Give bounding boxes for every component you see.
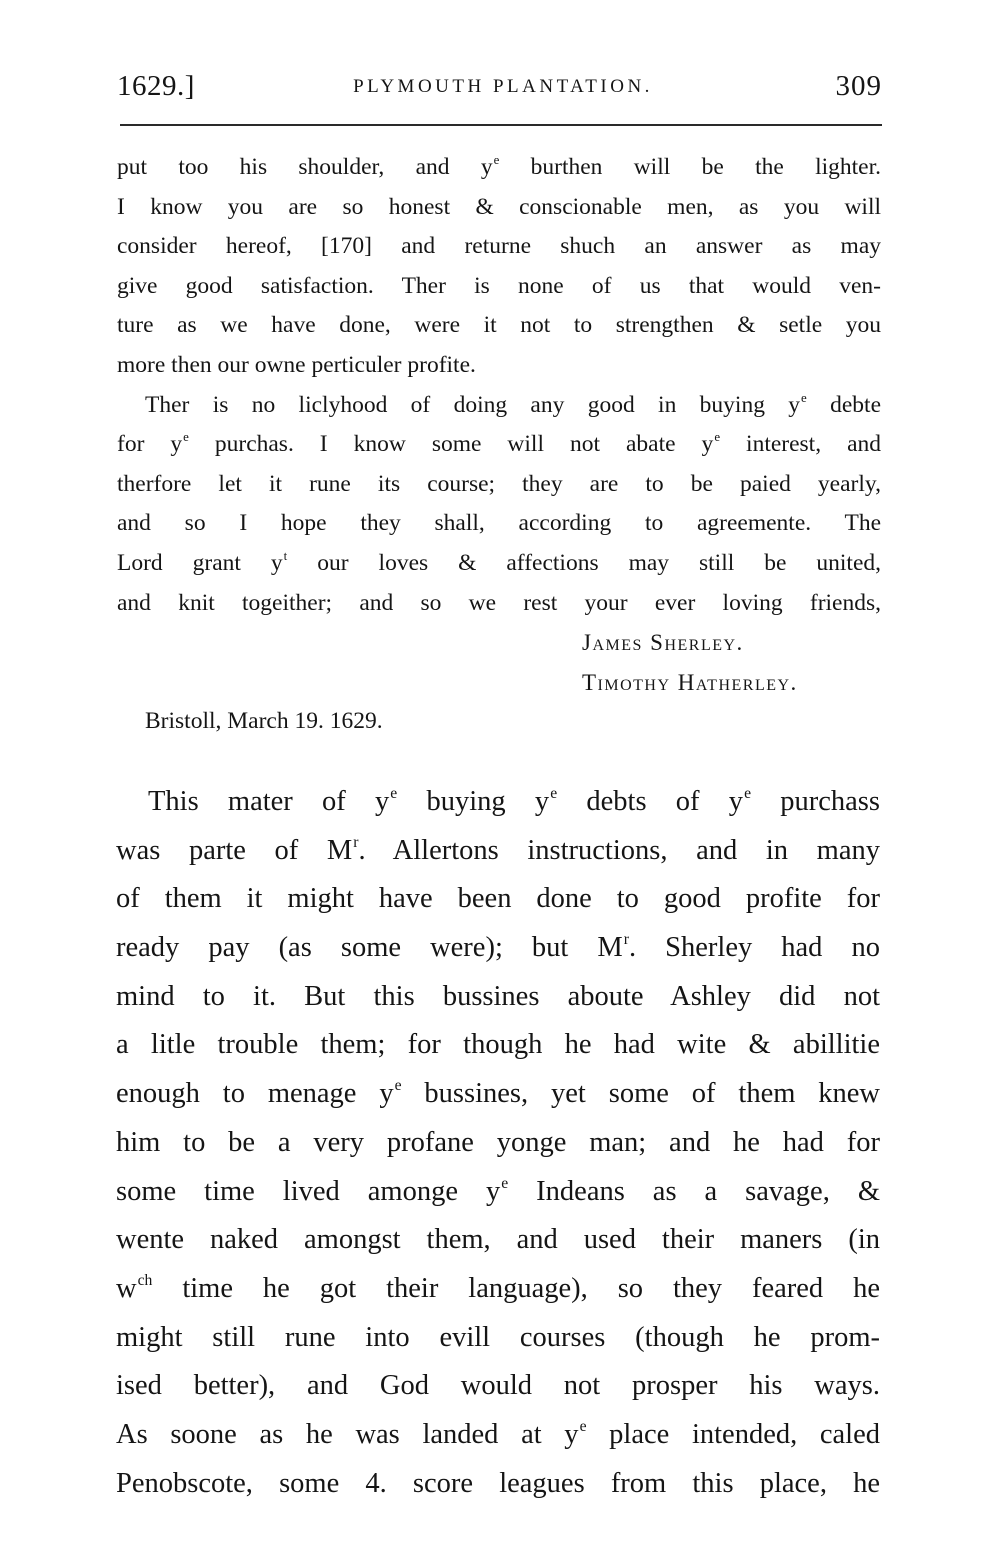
line-text: buying y <box>397 786 550 817</box>
narrative-body <box>116 778 880 1508</box>
text-line <box>117 346 881 386</box>
line-text: Ther is no liclyhood of doing any good in buying y <box>145 391 801 418</box>
line-text: consider hereof, [170] and returne shuch an answer as may <box>117 233 881 260</box>
superscript-abbreviation: r <box>623 931 629 949</box>
header-rule <box>120 124 882 126</box>
superscript-abbreviation: e <box>801 389 807 405</box>
line-text: . Sherley had no <box>628 932 880 964</box>
line-text: therfore let it rune its course; they are to be paied yearly, <box>117 470 881 497</box>
line-text: purchass <box>751 786 880 817</box>
line-text: w <box>116 1272 137 1304</box>
text-line <box>116 778 880 827</box>
text-line <box>117 386 881 426</box>
line-text: bussines, yet some of them knew <box>401 1078 881 1110</box>
header-title: PLYMOUTH PLANTATION. <box>353 76 653 97</box>
line-text: purchas. I know some will not abate y <box>188 431 714 458</box>
letter-paragraph-1 <box>117 148 881 386</box>
letter-place-date: Bristoll, March 19. 1629. <box>145 708 383 735</box>
superscript-abbreviation: e <box>550 785 558 803</box>
line-text: wente naked amongst them, and used their maners (in <box>116 1224 880 1256</box>
line-text: of them it might have been done to good profite for <box>116 883 880 915</box>
text-line <box>116 1265 880 1314</box>
line-text: interest, and <box>720 431 881 458</box>
line-text: a litle trouble them; for though he had wite & abillitie <box>116 1029 880 1061</box>
line-text: As soone as he was landed at y <box>116 1418 579 1450</box>
text-line <box>116 1216 880 1265</box>
line-text: I know you are so honest & conscionable men, as you will <box>117 193 881 220</box>
line-text: ture as we have done, were it not to strengthen & setle you <box>117 312 881 339</box>
line-text: Lord grant y <box>117 549 283 576</box>
line-text: ised better), and God would not prosper his ways. <box>116 1370 880 1402</box>
superscript-abbreviation: e <box>183 429 189 445</box>
line-text: and knit togeither; and so we rest your ever loving friends, <box>117 589 881 616</box>
running-header <box>0 68 1000 108</box>
line-text: ready pay (as some were); but M <box>116 932 623 964</box>
text-line <box>116 973 880 1022</box>
line-text: debts of y <box>557 786 744 817</box>
header-year: 1629.] <box>117 70 195 102</box>
superscript-abbreviation: e <box>714 429 721 445</box>
line-text: Indeans as a savage, & <box>508 1175 880 1207</box>
line-text: for y <box>117 431 183 458</box>
text-line <box>116 1362 880 1411</box>
line-text: enough to menage y <box>116 1078 394 1110</box>
signature-james-sherley: James Sherley. <box>582 630 744 656</box>
text-line <box>116 875 880 924</box>
superscript-abbreviation: e <box>501 1174 509 1192</box>
text-line <box>116 1070 880 1119</box>
text-line <box>117 148 881 188</box>
page-number: 309 <box>835 70 882 102</box>
letter-body <box>117 148 881 742</box>
superscript-abbreviation: r <box>353 833 359 851</box>
superscript-abbreviation: e <box>390 785 398 803</box>
line-text: might still rune into evill courses (though he prom- <box>116 1321 880 1353</box>
text-line <box>116 1314 880 1363</box>
superscript-abbreviation: e <box>744 785 752 803</box>
text-line <box>116 924 880 973</box>
line-text: This mater of y <box>148 786 390 817</box>
line-text: place intended, caled <box>586 1418 880 1450</box>
text-line <box>117 465 881 505</box>
superscript-abbreviation: ch <box>137 1272 153 1290</box>
superscript-abbreviation: t <box>283 548 288 564</box>
line-text: more then our owne perticuler profite. <box>117 351 476 378</box>
line-text: mind to it. But this bussines aboute Ashley did not <box>116 980 880 1012</box>
line-text: . Allertons instructions, and in many <box>358 834 880 866</box>
line-text: time he got their language), so they feared he <box>152 1272 880 1304</box>
signature-timothy-hatherley: Timothy Hatherley. <box>582 669 798 695</box>
text-line <box>117 306 881 346</box>
superscript-abbreviation: e <box>394 1077 402 1095</box>
text-line <box>117 425 881 465</box>
text-line <box>117 267 881 307</box>
line-text: him to be a very profane yonge man; and he had for <box>116 1126 880 1158</box>
letter-paragraph-2 <box>117 386 881 624</box>
text-line <box>116 1168 880 1217</box>
line-text: our loves & affections may still be united, <box>287 549 881 576</box>
line-text: was parte of M <box>116 834 353 866</box>
text-line <box>117 504 881 544</box>
text-line <box>117 188 881 228</box>
line-text: and so I hope they shall, according to agreemente. The <box>117 510 881 537</box>
line-text: give good satisfaction. Ther is none of us that would ven- <box>117 272 881 299</box>
text-line <box>117 584 881 624</box>
superscript-abbreviation: e <box>579 1418 587 1436</box>
line-text: burthen will be the lighter. <box>499 154 882 180</box>
line-text: Penobscote, some 4. score leagues from this place, he <box>116 1467 880 1499</box>
text-line <box>117 227 881 267</box>
text-line <box>116 1460 880 1509</box>
text-line <box>116 1411 880 1460</box>
text-line <box>117 544 881 584</box>
line-text: put too his shoulder, and y <box>117 154 493 180</box>
superscript-abbreviation: e <box>493 152 500 168</box>
line-text: some time lived amonge y <box>116 1175 501 1207</box>
text-line <box>116 1021 880 1070</box>
text-line <box>116 1119 880 1168</box>
line-text: debte <box>806 391 881 418</box>
text-line <box>116 827 880 876</box>
